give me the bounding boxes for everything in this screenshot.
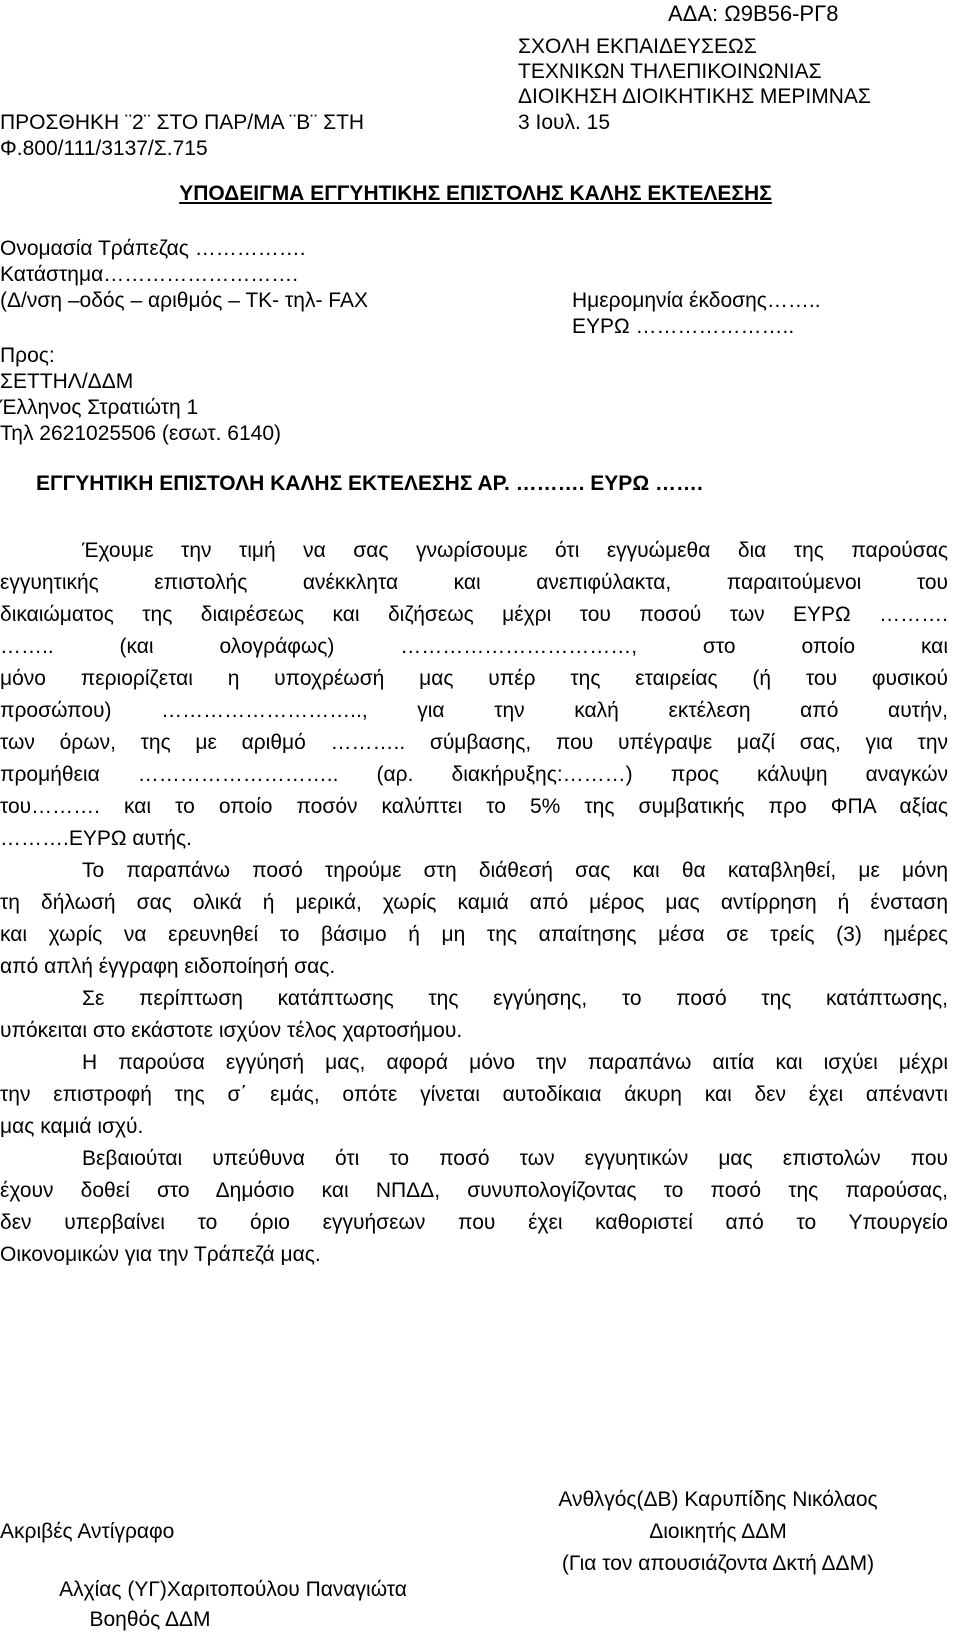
recipient-phone: Τηλ 2621025506 (εσωτ. 6140): [0, 422, 282, 445]
signatory-name: Ανθλγός(ΔΒ) Καρυπίδης Νικόλαος: [558, 1488, 878, 1511]
issuer-line-1: ΣΧΟΛΗ ΕΚΠΑΙΔΕΥΣΕΩΣ: [518, 35, 757, 58]
paragraph-line: προσώπου) ……………………….., για την καλή εκτέλεση από αυτήν,: [0, 699, 948, 722]
paragraph-line: …….. (και ολογράφως) ……………………………, στο οποίο και: [0, 635, 948, 658]
reference-line-2: Φ.800/111/3137/Σ.715: [0, 137, 208, 160]
bank-name-line: Ονομασία Τράπεζας …………….: [0, 237, 306, 260]
issue-date-header: 3 Ιουλ. 15: [518, 111, 611, 134]
issue-date-field: Ημερομηνία έκδοσης……..: [572, 289, 821, 312]
paragraph-line: έχουν δοθεί στο Δημόσιο και ΝΠΔΔ, συνυπολογίζοντας το ποσό της παρούσας,: [0, 1179, 948, 1202]
paragraph-line: μόνο περιορίζεται η υποχρέωσή μας υπέρ της εταιρείας (ή του φυσικού: [0, 667, 948, 690]
paragraph-forfeiture: [0, 983, 948, 1047]
paragraph-line: του………. και το οποίο ποσόν καλύπτει το 5% της συμβατικής προ ΦΠΑ αξίας: [0, 795, 948, 818]
paragraph-line: δεν υπερβαίνει το όριο εγγυήσεων που έχει καθοριστεί από το Υπουργείο: [0, 1211, 948, 1234]
main-title: ΥΠΟΔΕΙΓΜΑ ΕΓΓΥΗΤΙΚΗΣ ΕΠΙΣΤΟΛΗΣ ΚΑΛΗΣ ΕΚΤΕΛΕΣΗΣ: [179, 182, 772, 205]
address-line: (Δ/νση –οδός – αριθμός – ΤΚ- τηλ- FAX: [0, 289, 368, 312]
paragraph-line: την επιστροφή της σ΄ εμάς, οπότε γίνεται αυτοδίκαια άκυρη και δεν έχει απέναντι: [0, 1083, 948, 1106]
paragraph-guarantee: [0, 535, 948, 855]
paragraph-line: δικαιώματος της διαιρέσεως και διζήσεως μέχρι του ποσού των ΕΥΡΩ ……….: [0, 603, 948, 626]
paragraph-line: και χωρίς να ερευνηθεί το βάσιμο ή μη της απαίτησης μέσα σε τρείς (3) ημέρες: [0, 923, 948, 946]
paragraph-line: Η παρούσα εγγύησή μας, αφορά μόνο την παραπάνω αιτία και ισχύει μέχρι: [82, 1051, 948, 1074]
paragraph-line: από απλή έγγραφη ειδοποίησή σας.: [0, 955, 336, 978]
signatory-title: Διοικητής ΔΔΜ: [649, 1520, 787, 1543]
recipient-name: ΣΕΤΤΗΛ/ΔΔΜ: [0, 370, 134, 393]
issuer-line-3: ΔΙΟΙΚΗΣΗ ΔΙΟΙΚΗΤΙΚΗΣ ΜΕΡΙΜΝΑΣ: [518, 85, 871, 108]
paragraph-line: Έχουμε την τιμή να σας γνωρίσουμε ότι εγγυώμεθα δια της παρούσας: [82, 539, 948, 562]
recipient-address: Έλληνος Στρατιώτη 1: [0, 396, 199, 419]
paragraph-line: των όρων, της με αριθμό ……….. σύμβασης, που υπέγραψε μαζί σας, για την: [0, 731, 948, 754]
paragraph-line: προμήθεια ……………………….. (αρ. διακήρυξης:………) προς κάλυψη αναγκών: [0, 763, 948, 786]
paragraph-line: υπόκειται στο εκάστοτε ισχύον τέλος χαρτοσήμου.: [0, 1019, 463, 1042]
assistant-title: Βοηθός ΔΔΜ: [89, 1608, 211, 1631]
issuer-line-2: ΤΕΧΝΙΚΩΝ ΤΗΛΕΠΙΚΟΙΝΩΝΙΑΣ: [518, 60, 822, 83]
recipient-label: Προς:: [0, 344, 55, 367]
reference-line-1: ΠΡΟΣΘΗΚΗ ¨2¨ ΣΤΟ ΠΑΡ/ΜΑ ¨Β¨ ΣΤΗ: [0, 111, 365, 134]
paragraph-line: Το παραπάνω ποσό τηρούμε στη διάθεσή σας και θα καταβληθεί, με μόνη: [82, 859, 948, 882]
paragraph-line: εγγυητικής επιστολής ανέκκλητα και ανεπιφύλακτα, παραιτούμενοι του: [0, 571, 948, 594]
paragraph-line: Σε περίπτωση κατάπτωσης της εγγύησης, το ποσό της κατάπτωσης,: [82, 987, 948, 1010]
paragraph-line: Οικονομικών για την Τράπεζά μας.: [0, 1243, 321, 1266]
signatory-note: (Για τον απουσιάζοντα Δκτή ΔΔΜ): [561, 1552, 875, 1575]
paragraph-payment: [0, 855, 948, 983]
paragraph-limit: [0, 1143, 948, 1271]
paragraph-line: Βεβαιούται υπεύθυνα ότι το ποσό των εγγυητικών μας επιστολών που: [82, 1147, 948, 1170]
assistant-name: Αλχίας (ΥΓ)Χαριτοπούλου Παναγιώτα: [59, 1578, 407, 1601]
paragraph-line: μας καμιά ισχύ.: [0, 1115, 144, 1138]
paragraph-line: ……….ΕΥΡΩ αυτής.: [0, 827, 192, 850]
branch-line: Κατάστημα……………………….: [0, 263, 299, 286]
certified-copy-label: Ακριβές Αντίγραφο: [0, 1520, 175, 1543]
letter-title: ΕΓΓΥΗΤΙΚΗ ΕΠΙΣΤΟΛΗ ΚΑΛΗΣ ΕΚΤΕΛΕΣΗΣ ΑΡ. ………. ΕΥΡΩ …….: [36, 472, 703, 495]
ada-code: ΑΔΑ: Ω9Β56-ΡΓ8: [668, 1, 839, 26]
paragraph-validity: [0, 1047, 948, 1143]
paragraph-line: τη δήλωσή σας ολικά ή μερικά, χωρίς καμιά από μέρος μας αντίρρηση ή ένσταση: [0, 891, 948, 914]
amount-field: ΕΥΡΩ …………………..: [572, 315, 795, 338]
